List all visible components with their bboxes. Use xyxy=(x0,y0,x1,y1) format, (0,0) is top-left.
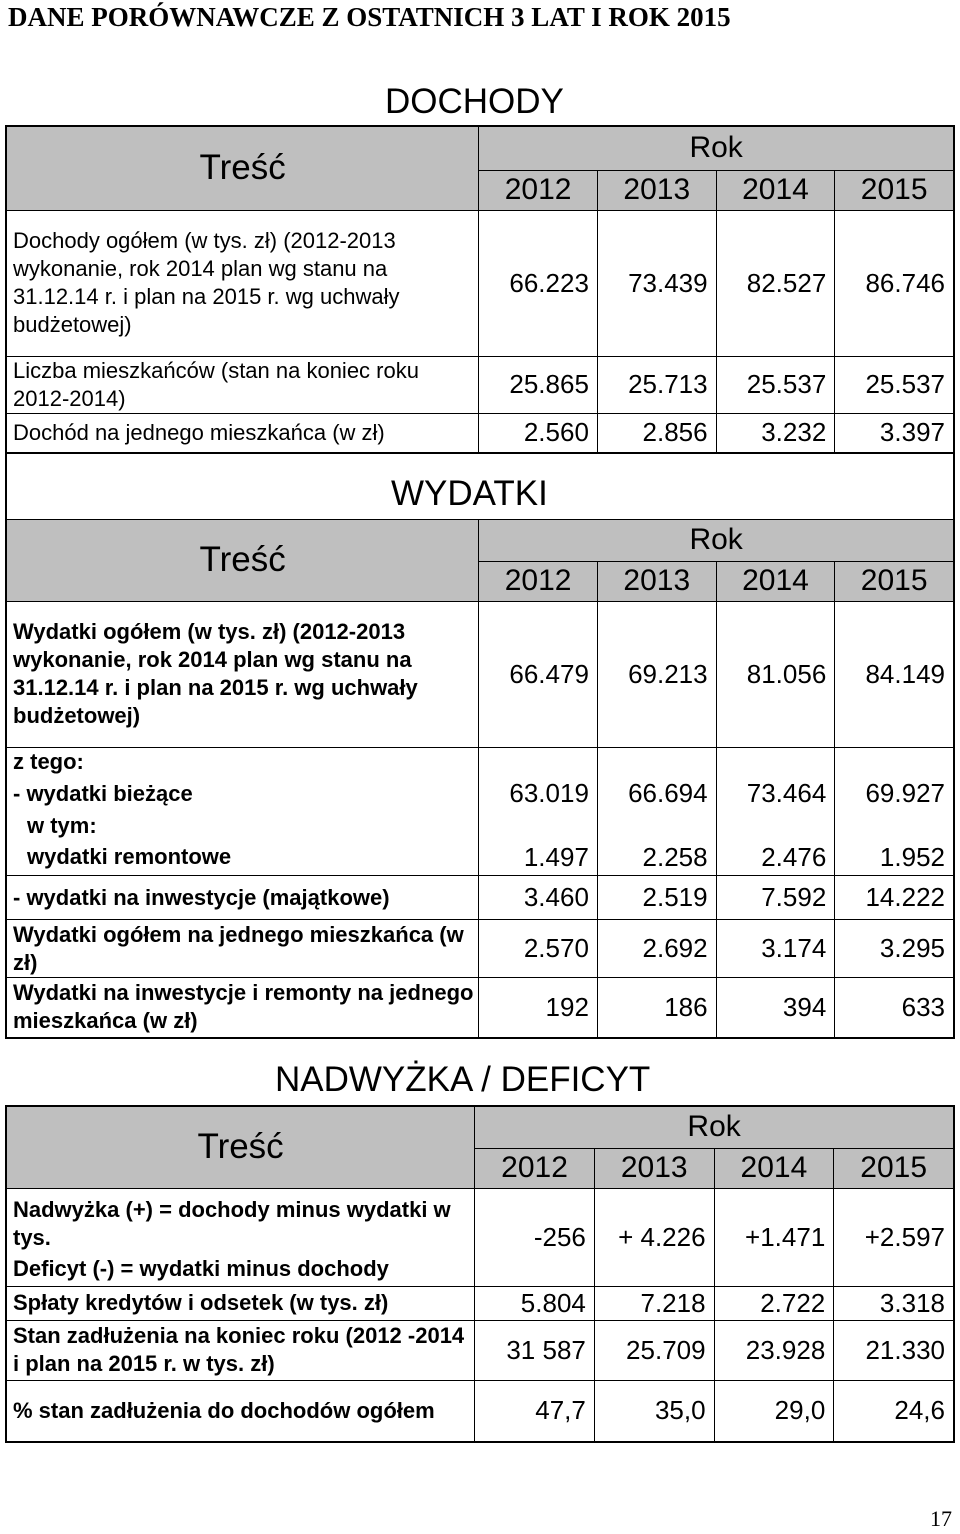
value-cell: 82.527 xyxy=(716,210,835,356)
value-cell: 2.570 xyxy=(479,920,598,978)
wydatki-tresc-header: Treść xyxy=(6,519,479,601)
value-cell: 3.318 xyxy=(834,1286,954,1320)
nadwyzka-year-2012: 2012 xyxy=(475,1148,595,1188)
row-label: Liczba mieszkańców (stan na koniec roku 2012-2014) xyxy=(6,356,479,413)
table-row xyxy=(6,413,954,453)
row-label: % stan zadłużenia do dochodów ogółem xyxy=(6,1380,475,1442)
row-label: Wydatki ogółem (w tys. zł) (2012-2013 wykonanie, rok 2014 plan wg stanu na 31.12.14 r. i plan na 2015 r. wg uchwały budżetowej) xyxy=(6,601,479,747)
value-cell: 2.856 xyxy=(597,413,716,453)
nadwyzka-year-2015: 2015 xyxy=(834,1148,954,1188)
value-cell: 25.865 xyxy=(479,356,598,413)
table-row xyxy=(6,1286,954,1320)
dochody-table xyxy=(5,125,955,454)
value-cell: 29,0 xyxy=(714,1380,834,1442)
dochody-tresc-header: Treść xyxy=(6,126,479,210)
dochody-year-2012: 2012 xyxy=(479,170,598,210)
nadwyzka-year-2013: 2013 xyxy=(594,1148,714,1188)
dochody-title: DOCHODY xyxy=(385,82,564,121)
row-label: Dochód na jednego mieszkańca (w zł) xyxy=(6,413,479,453)
value-cell: 24,6 xyxy=(834,1380,954,1442)
value-cell: 21.330 xyxy=(834,1320,954,1380)
value-cell: 1.497 xyxy=(479,840,598,876)
page-number: 17 xyxy=(930,1506,952,1531)
table-row xyxy=(6,920,954,978)
value-cell: 47,7 xyxy=(475,1380,595,1442)
value-cell: 2.519 xyxy=(597,876,716,920)
row-label: Nadwyżka (+) = dochody minus wydatki w tys. xyxy=(6,1188,475,1252)
value-cell: 25.537 xyxy=(716,356,835,413)
wydatki-year-2015: 2015 xyxy=(835,561,954,601)
table-row xyxy=(6,1188,954,1252)
value-cell: 3.460 xyxy=(479,876,598,920)
value-cell: 2.258 xyxy=(597,840,716,876)
value-cell: 633 xyxy=(835,978,954,1038)
value-cell: 81.056 xyxy=(716,601,835,747)
value-cell: 86.746 xyxy=(835,210,954,356)
nadwyzka-year-2014: 2014 xyxy=(714,1148,834,1188)
value-cell: 66.694 xyxy=(597,776,716,812)
value-cell: 1.952 xyxy=(835,840,954,876)
value-cell: 2.722 xyxy=(714,1286,834,1320)
dochody-year-2013: 2013 xyxy=(597,170,716,210)
value-cell: 3.232 xyxy=(716,413,835,453)
value-cell: -256 xyxy=(475,1188,595,1286)
page-title: DANE PORÓWNAWCZE Z OSTATNICH 3 LAT I ROK 2015 xyxy=(8,2,731,32)
wydatki-year-2014: 2014 xyxy=(716,561,835,601)
table-row xyxy=(6,601,954,747)
value-cell: 69.213 xyxy=(597,601,716,747)
row-label: wydatki remontowe xyxy=(6,840,479,876)
dochody-rok-header: Rok xyxy=(479,126,954,170)
nadwyzka-title: NADWYŻKA / DEFICYT xyxy=(275,1060,651,1099)
value-cell: 7.592 xyxy=(716,876,835,920)
table-row xyxy=(6,776,954,812)
value-cell: 3.397 xyxy=(835,413,954,453)
value-cell: 2.560 xyxy=(479,413,598,453)
value-cell: 3.174 xyxy=(716,920,835,978)
table-row xyxy=(6,356,954,413)
value-cell: 35,0 xyxy=(594,1380,714,1442)
nadwyzka-rok-header: Rok xyxy=(475,1106,954,1148)
value-cell: 69.927 xyxy=(835,776,954,812)
value-cell: 192 xyxy=(479,978,598,1038)
dochody-year-2014: 2014 xyxy=(716,170,835,210)
row-label: - wydatki bieżące xyxy=(6,776,479,812)
row-label: Dochody ogółem (w tys. zł) (2012-2013 wykonanie, rok 2014 plan wg stanu na 31.12.14 r. i plan na 2015 r. wg uchwały budżetowej) xyxy=(6,210,479,356)
value-cell: 63.019 xyxy=(479,776,598,812)
wydatki-year-2013: 2013 xyxy=(597,561,716,601)
table-row xyxy=(6,876,954,920)
value-cell: 84.149 xyxy=(835,601,954,747)
value-cell: 25.713 xyxy=(597,356,716,413)
wydatki-year-2012: 2012 xyxy=(479,561,598,601)
wydatki-table xyxy=(5,452,955,1039)
row-label: Wydatki ogółem na jednego mieszkańca (w zł) xyxy=(6,920,479,978)
value-cell: + 4.226 xyxy=(594,1188,714,1286)
table-row xyxy=(6,747,954,776)
table-row xyxy=(6,210,954,356)
nadwyzka-tresc-header: Treść xyxy=(6,1106,475,1188)
row-label: w tym: xyxy=(6,812,479,840)
nadwyzka-table xyxy=(5,1105,955,1443)
value-cell: 14.222 xyxy=(835,876,954,920)
value-cell: 3.295 xyxy=(835,920,954,978)
table-row xyxy=(6,978,954,1038)
value-cell: 66.479 xyxy=(479,601,598,747)
wydatki-title: WYDATKI xyxy=(391,474,548,513)
value-cell: +1.471 xyxy=(714,1188,834,1286)
value-cell: 66.223 xyxy=(479,210,598,356)
table-row xyxy=(6,1380,954,1442)
row-label: Spłaty kredytów i odsetek (w tys. zł) xyxy=(6,1286,475,1320)
value-cell: 186 xyxy=(597,978,716,1038)
value-cell: 73.439 xyxy=(597,210,716,356)
row-label: z tego: xyxy=(6,747,479,776)
value-cell: 2.476 xyxy=(716,840,835,876)
table-row xyxy=(6,1320,954,1380)
row-label: - wydatki na inwestycje (majątkowe) xyxy=(6,876,479,920)
value-cell: 25.537 xyxy=(835,356,954,413)
table-row xyxy=(6,812,954,840)
value-cell: 31 587 xyxy=(475,1320,595,1380)
value-cell: 394 xyxy=(716,978,835,1038)
value-cell: 7.218 xyxy=(594,1286,714,1320)
value-cell: 5.804 xyxy=(475,1286,595,1320)
value-cell: 73.464 xyxy=(716,776,835,812)
value-cell: 23.928 xyxy=(714,1320,834,1380)
row-label: Stan zadłużenia na koniec roku (2012 -2014 i plan na 2015 r. w tys. zł) xyxy=(6,1320,475,1380)
dochody-year-2015: 2015 xyxy=(835,170,954,210)
row-label: Deficyt (-) = wydatki minus dochody xyxy=(6,1252,475,1286)
row-label: Wydatki na inwestycje i remonty na jednego mieszkańca (w zł) xyxy=(6,978,479,1038)
wydatki-rok-header: Rok xyxy=(479,519,954,561)
value-cell: 25.709 xyxy=(594,1320,714,1380)
table-row xyxy=(6,840,954,876)
value-cell: 2.692 xyxy=(597,920,716,978)
value-cell: +2.597 xyxy=(834,1188,954,1286)
